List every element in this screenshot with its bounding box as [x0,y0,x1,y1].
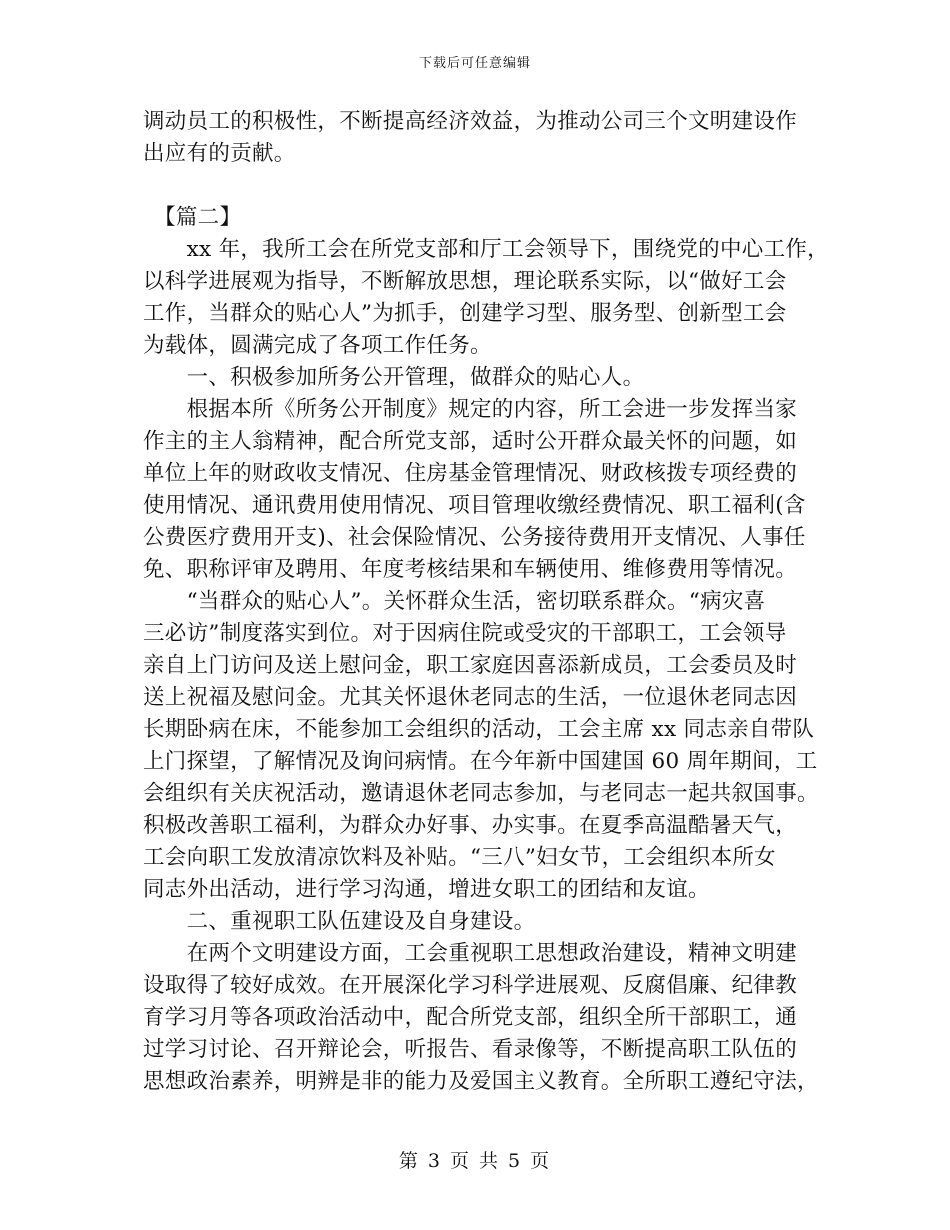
text-line: 以科学进展观为指导，不断解放思想，理论联系实际，以“做好工会 [143,269,787,294]
page-header: 下载后可任意编辑 [418,56,531,71]
text-line: 送上祝福及慰问金。尤其关怀退休老同志的生活，一位退休老同志因 [143,685,798,710]
text-line: 单位上年的财政收支情况、住房基金管理情况、财政核拨专项经费的 [143,461,798,486]
text-line: 使用情况、通讯费用使用情况、项目管理收缴经费情况、职工福利(含 [143,493,806,518]
text-line: 根据本所《所务公开制度》规定的内容，所工会进一步发挥当家 [143,397,798,422]
text-line: 思想政治素养，明辨是非的能力及爱国主义教育。全所职工遵纪守法， [143,1069,819,1094]
document-body [143,106,829,1098]
text-line: 为载体，圆满完成了各项工作任务。 [143,333,492,358]
paragraph-care [143,586,819,906]
subheading-line: 一、积极参加所务公开管理，做群众的贴心人。 [143,365,645,390]
subheading-one [143,362,815,394]
text-line: 积极改善职工福利，为群众办好事、办实事。在夏季高温酷暑天气， [143,813,798,838]
text-line: 亲自上门访问及送上慰问金，职工家庭因喜添新成员，工会委员及时 [143,653,798,678]
text-line: 出应有的贡献。 [143,141,296,166]
paragraph-closing [143,106,815,170]
text-line: 三必访”制度落实到位。对于因病住院或受灾的干部职工，工会领导 [143,621,787,646]
text-line: 设取得了较好成效。在开展深化学习科学进展观、反腐倡廉、纪律教 [143,973,798,998]
text-line: 同志外出活动，进行学习沟通，增进女职工的团结和友谊。 [143,877,710,902]
text-line: 工会向职工发放清凉饮料及补贴。“三八”妇女节，工会组织本所女 [143,845,776,870]
text-line: 育学习月等各项政治活动中，配合所党支部，组织全所干部职工，通 [143,1005,798,1030]
text-line: 上门探望，了解情况及询问病情。在今年新中国建国 60 周年期间，工 [143,749,818,774]
text-line: 作主的主人翁精神，配合所党支部，适时公开群众最关怀的问题，如 [143,429,798,454]
text-line: 公费医疗费用开支)、社会保险情况、公务接待费用开支情况、人事任 [143,525,806,550]
blank-line [143,170,815,202]
text-line: xx 年，我所工会在所党支部和厅工会领导下，围绕党的中心工作， [143,237,829,262]
text-line: 会组织有关庆祝活动，邀请退休老同志参加，与老同志一起共叙国事。 [143,781,819,806]
paragraph-disclosure [143,394,815,586]
text-line: 免、职称评审及聘用、年度考核结果和车辆使用、维修费用等情况。 [143,557,798,582]
text-line: 过学习讨论、召开辩论会，听报告、看录像等，不断提高职工队伍的 [143,1037,798,1062]
heading-line: 【篇二】 [143,205,242,230]
text-line: 长期卧病在床，不能参加工会组织的活动，工会主席 xx 同志亲自带队 [143,717,815,742]
text-line: “当群众的贴心人”。关怀群众生活，密切联系群众。“病灾喜 [143,589,766,614]
text-line: 调动员工的积极性，不断提高经济效益，为推动公司三个文明建设作 [143,109,798,134]
subheading-line: 二、重视职工队伍建设及自身建设。 [143,909,536,934]
subheading-two [143,906,815,938]
paragraph-construction [143,938,819,1098]
paragraph-intro [143,234,829,362]
text-line: 工作，当群众的贴心人”为抓手，创建学习型、服务型、创新型工会 [143,301,787,326]
page-footer: 第 3 页 共 5 页 [398,1150,552,1172]
text-line: 在两个文明建设方面，工会重视职工思想政治建设，精神文明建 [143,941,798,966]
section-heading [143,202,815,234]
